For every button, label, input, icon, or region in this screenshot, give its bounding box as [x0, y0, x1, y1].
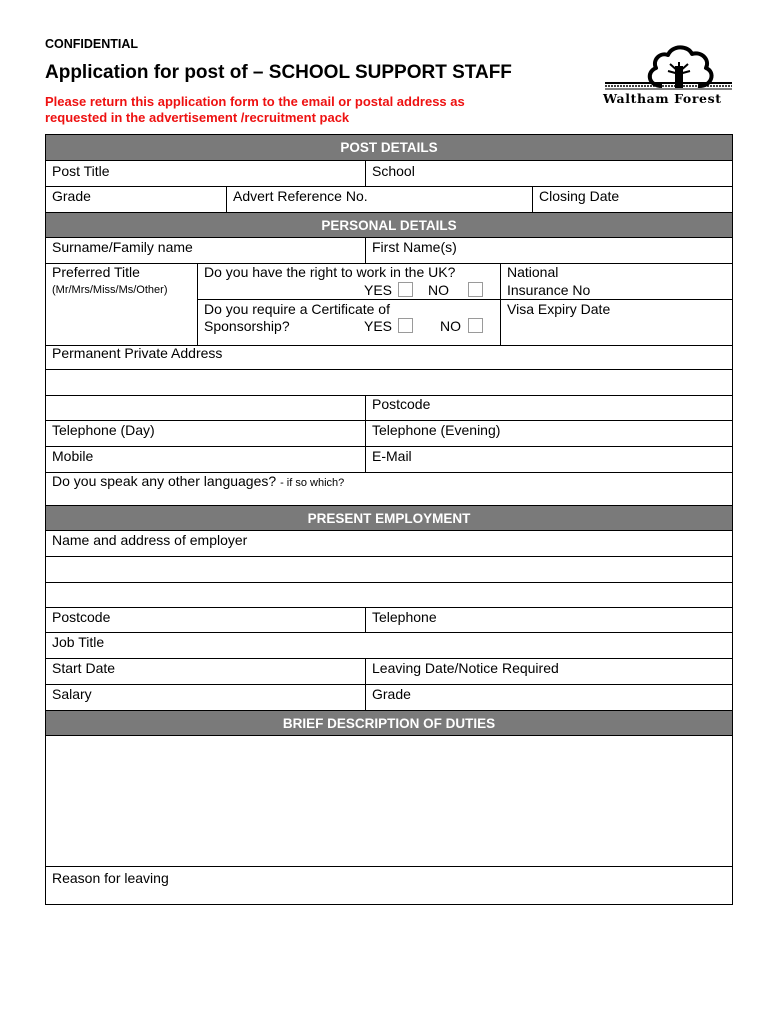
- languages-label: Do you speak any other languages?: [52, 473, 277, 489]
- notice-line-2: requested in the advertisement /recruitment pack: [45, 110, 350, 125]
- reason-for-leaving-label: Reason for leaving: [52, 870, 169, 886]
- job-title-label: Job Title: [52, 634, 105, 650]
- ni-label-line-1: National: [507, 264, 559, 280]
- grade-label: Grade: [52, 188, 91, 204]
- personal-details-heading: PERSONAL DETAILS: [46, 212, 732, 238]
- right-to-work-question: Do you have the right to work in the UK?: [204, 264, 456, 280]
- postcode-label: Postcode: [372, 396, 431, 412]
- confidential-label: CONFIDENTIAL: [45, 37, 139, 51]
- right-to-work-yes-checkbox[interactable]: [398, 282, 413, 297]
- duties-heading: BRIEF DESCRIPTION OF DUTIES: [46, 710, 732, 736]
- salary-label: Salary: [52, 686, 92, 702]
- employment-grade-label: Grade: [372, 686, 411, 702]
- page-title: Application for post of – SCHOOL SUPPORT STAFF: [45, 62, 512, 83]
- school-label: School: [372, 163, 415, 179]
- email-label: E-Mail: [372, 448, 412, 464]
- present-employment-heading: PRESENT EMPLOYMENT: [46, 505, 732, 531]
- surname-label: Surname/Family name: [52, 239, 193, 255]
- start-date-label: Start Date: [52, 660, 116, 676]
- ni-label-line-2: Insurance No: [507, 282, 591, 298]
- sponsorship-no-checkbox[interactable]: [468, 318, 483, 333]
- telephone-day-label: Telephone (Day): [52, 422, 155, 438]
- post-details-heading: POST DETAILS: [46, 135, 732, 161]
- languages-question: [52, 473, 344, 492]
- right-to-work-no-checkbox[interactable]: [468, 282, 483, 297]
- visa-expiry-label: Visa Expiry Date: [507, 301, 611, 317]
- right-to-work-no-label: NO: [428, 282, 449, 298]
- notice-line-1: Please return this application form to the email or postal address as: [45, 94, 465, 109]
- post-title-label: Post Title: [52, 163, 110, 179]
- sponsorship-yes-label: YES: [364, 318, 393, 334]
- first-names-label: First Name(s): [372, 239, 457, 255]
- address-label: Permanent Private Address: [52, 345, 223, 361]
- sponsorship-no-label: NO: [440, 318, 461, 334]
- closing-date-label: Closing Date: [539, 188, 620, 204]
- right-to-work-yes-label: YES: [364, 282, 393, 298]
- telephone-evening-label: Telephone (Evening): [372, 422, 501, 438]
- logo-text: Waltham Forest: [603, 91, 722, 106]
- employer-telephone-label: Telephone: [372, 609, 437, 625]
- return-notice: [45, 94, 565, 126]
- sponsorship-yes-checkbox[interactable]: [398, 318, 413, 333]
- sponsorship-question-line-2: Sponsorship?: [204, 318, 290, 334]
- advert-ref-label: Advert Reference No.: [233, 188, 368, 204]
- application-form: [45, 134, 733, 905]
- mobile-label: Mobile: [52, 448, 94, 464]
- sponsorship-question-line-1: Do you require a Certificate of: [204, 301, 390, 317]
- employer-postcode-label: Postcode: [52, 609, 111, 625]
- languages-hint: - if so which?: [280, 477, 345, 489]
- employer-label: Name and address of employer: [52, 532, 248, 548]
- leaving-date-label: Leaving Date/Notice Required: [372, 660, 559, 676]
- preferred-title-hint: (Mr/Mrs/Miss/Ms/Other): [52, 284, 168, 296]
- preferred-title-label: Preferred Title: [52, 264, 140, 280]
